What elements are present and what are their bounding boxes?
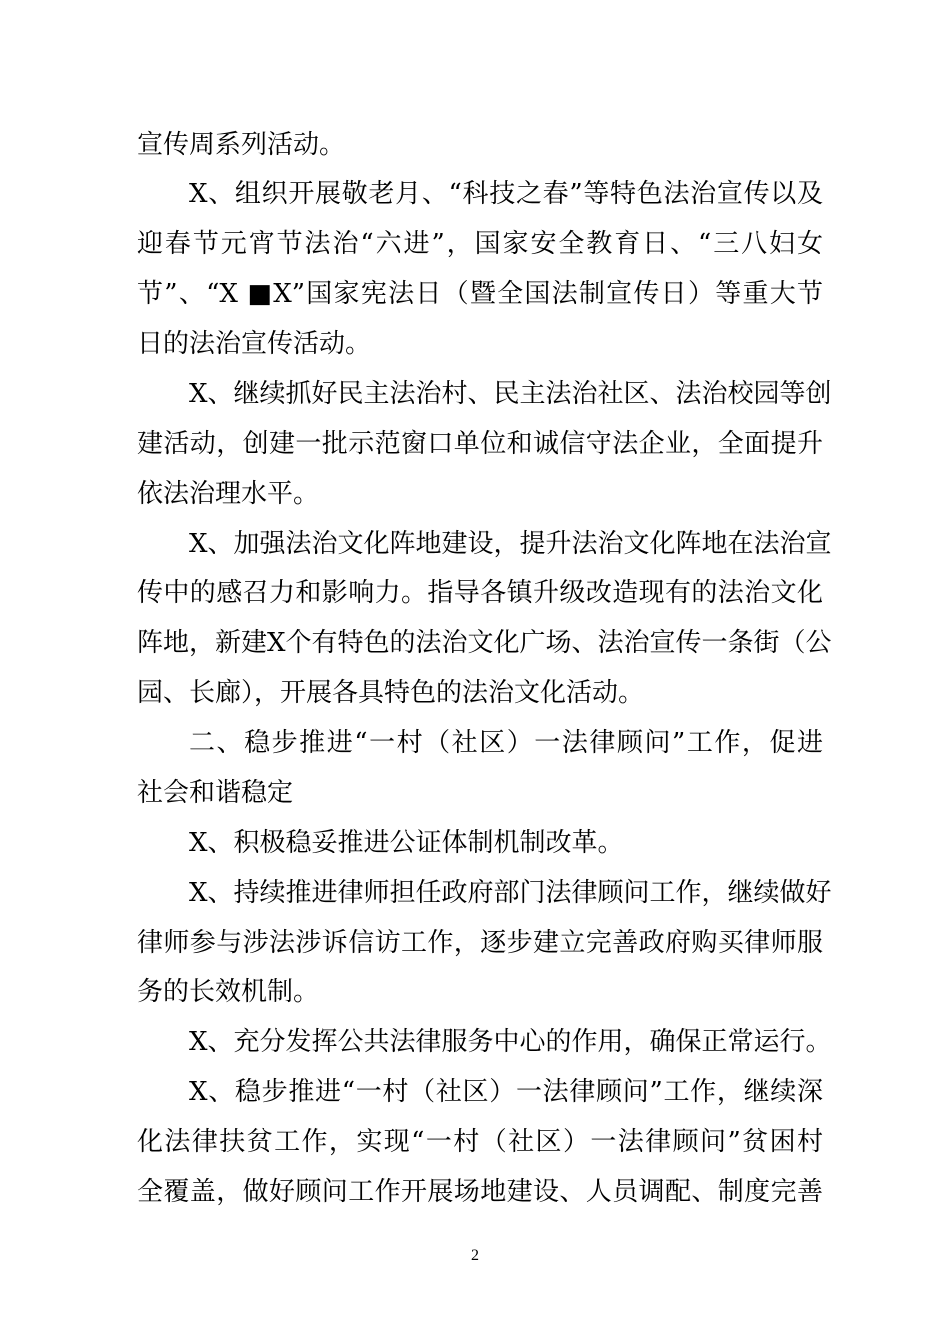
paragraph-first-line: X、积极稳妥推进公证体制机制改革。 bbox=[189, 828, 624, 858]
paragraph-first-line: X、继续抓好民主法治村、民主法治社区、法治校园等创 bbox=[189, 379, 832, 409]
section-heading-line: 社会和谐稳定 bbox=[137, 778, 294, 808]
text-line: 阵地，新建X个有特色的法治文化广场、法治宣传一条街（公 bbox=[137, 628, 832, 658]
text-line: 宣传周系列活动。 bbox=[137, 130, 346, 160]
text-line: 化法律扶贫工作，实现“一村（社区）一法律顾问”贫困村 bbox=[137, 1127, 823, 1157]
text-line: 节”、“X ■X”国家宪法日（暨全国法制宣传日）等重大节 bbox=[137, 279, 823, 309]
text-line: 全覆盖，做好顾问工作开展场地建设、人员调配、制度完善 bbox=[137, 1177, 823, 1207]
text-line: 迎春节元宵节法治“六进”，国家安全教育日、“三八妇女 bbox=[137, 229, 823, 259]
text-line: 律师参与涉法涉诉信访工作，逐步建立完善政府购买律师服 bbox=[137, 928, 823, 958]
paragraph-first-line: X、组织开展敬老月、“科技之春”等特色法治宣传以及 bbox=[189, 179, 823, 209]
paragraph-first-line: X、加强法治文化阵地建设，提升法治文化阵地在法治宣 bbox=[189, 529, 832, 559]
paragraph-first-line: X、持续推进律师担任政府部门法律顾问工作，继续做好 bbox=[189, 878, 832, 908]
section-heading-line: 二、稳步推进“一村（社区）一法律顾问”工作，促进 bbox=[189, 728, 823, 758]
text-line: 务的长效机制。 bbox=[137, 977, 320, 1007]
paragraph-first-line: X、稳步推进“一村（社区）一法律顾问”工作，继续深 bbox=[189, 1077, 823, 1107]
text-line: 传中的感召力和影响力。指导各镇升级改造现有的法治文化 bbox=[137, 578, 823, 608]
text-line: 园、长廊），开展各具特色的法治文化活动。 bbox=[137, 678, 645, 708]
text-line: 日的法治宣传活动。 bbox=[137, 329, 372, 359]
text-line: 建活动，创建一批示范窗口单位和诚信守法企业，全面提升 bbox=[137, 429, 823, 459]
page-number: 2 bbox=[471, 1247, 479, 1264]
paragraph-first-line: X、充分发挥公共法律服务中心的作用，确保正常运行。 bbox=[189, 1027, 832, 1057]
text-line: 依法治理水平。 bbox=[137, 479, 320, 509]
